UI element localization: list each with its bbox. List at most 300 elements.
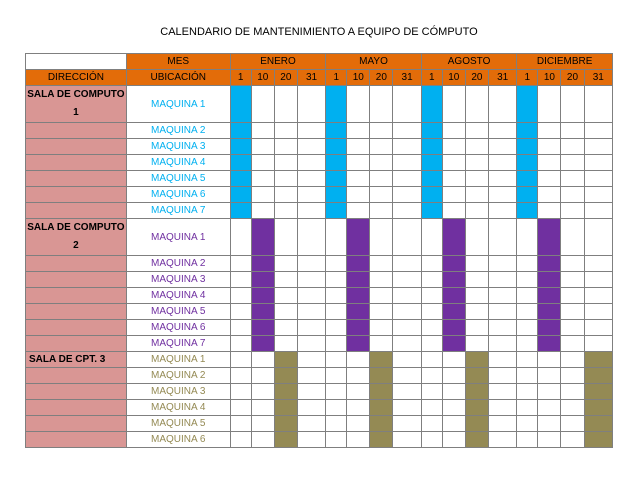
schedule-cell [297, 203, 325, 219]
schedule-cell [561, 352, 584, 368]
maintenance-mark [442, 219, 465, 256]
direccion-cell [26, 187, 127, 203]
day-header-1: 1 [517, 70, 538, 86]
machine-name: MAQUINA 4 [126, 155, 230, 171]
schedule-cell [251, 432, 274, 448]
schedule-cell [442, 155, 465, 171]
schedule-cell [297, 384, 325, 400]
schedule-cell [561, 272, 584, 288]
machine-name: MAQUINA 2 [126, 256, 230, 272]
schedule-cell [230, 352, 251, 368]
schedule-cell [297, 219, 325, 256]
day-header-1: 1 [421, 70, 442, 86]
maintenance-mark [230, 187, 251, 203]
schedule-cell [538, 86, 561, 123]
schedule-cell [465, 256, 488, 272]
schedule-cell [584, 256, 612, 272]
day-header-31: 31 [584, 70, 612, 86]
schedule-cell [465, 219, 488, 256]
schedule-cell [297, 155, 325, 171]
schedule-cell [230, 320, 251, 336]
schedule-cell [421, 336, 442, 352]
machine-name: MAQUINA 1 [126, 86, 230, 123]
schedule-cell [297, 288, 325, 304]
maintenance-mark [251, 336, 274, 352]
machine-name: MAQUINA 2 [126, 368, 230, 384]
day-header-1: 1 [230, 70, 251, 86]
schedule-cell [517, 416, 538, 432]
day-header-10: 10 [538, 70, 561, 86]
schedule-cell [442, 368, 465, 384]
schedule-cell [326, 320, 347, 336]
machine-name: MAQUINA 2 [126, 123, 230, 139]
header-blank-cell [26, 54, 127, 70]
schedule-cell [393, 416, 421, 432]
maintenance-mark [251, 320, 274, 336]
schedule-cell [538, 432, 561, 448]
maintenance-mark [517, 86, 538, 123]
schedule-cell [488, 219, 516, 256]
table-row [26, 139, 613, 155]
schedule-cell [561, 400, 584, 416]
schedule-cell [465, 171, 488, 187]
maintenance-mark [421, 123, 442, 139]
maintenance-mark [465, 368, 488, 384]
maintenance-mark [584, 416, 612, 432]
schedule-cell [421, 352, 442, 368]
direccion-cell [26, 288, 127, 304]
table-row [26, 86, 613, 123]
direccion-cell [26, 320, 127, 336]
table-row [26, 432, 613, 448]
schedule-cell [561, 171, 584, 187]
month-header-diciembre: DICIEMBRE [517, 54, 613, 70]
schedule-cell [297, 336, 325, 352]
maintenance-mark [517, 187, 538, 203]
schedule-cell [297, 304, 325, 320]
header-row-days [26, 70, 613, 86]
maintenance-mark [326, 86, 347, 123]
schedule-cell [538, 368, 561, 384]
schedule-cell [370, 336, 393, 352]
schedule-cell [421, 432, 442, 448]
schedule-cell [421, 368, 442, 384]
schedule-cell [488, 336, 516, 352]
schedule-cell [517, 352, 538, 368]
schedule-cell [326, 304, 347, 320]
schedule-cell [274, 304, 297, 320]
maintenance-mark [465, 416, 488, 432]
schedule-cell [251, 86, 274, 123]
schedule-cell [488, 368, 516, 384]
schedule-cell [584, 155, 612, 171]
schedule-cell [251, 352, 274, 368]
schedule-cell [297, 139, 325, 155]
maintenance-mark [538, 304, 561, 320]
machine-name: MAQUINA 6 [126, 432, 230, 448]
schedule-cell [442, 187, 465, 203]
schedule-cell [488, 432, 516, 448]
maintenance-mark [274, 400, 297, 416]
direccion-cell [26, 123, 127, 139]
schedule-cell [488, 155, 516, 171]
maintenance-mark [274, 352, 297, 368]
schedule-cell [370, 171, 393, 187]
schedule-cell [274, 272, 297, 288]
schedule-cell [326, 288, 347, 304]
schedule-cell [465, 203, 488, 219]
schedule-cell [517, 384, 538, 400]
maintenance-mark [347, 256, 370, 272]
schedule-cell [393, 400, 421, 416]
schedule-cell [251, 368, 274, 384]
schedule-cell [393, 203, 421, 219]
maintenance-mark [274, 432, 297, 448]
schedule-cell [393, 288, 421, 304]
direccion-label: DIRECCIÓN [26, 70, 127, 86]
schedule-cell [584, 123, 612, 139]
schedule-cell [442, 123, 465, 139]
schedule-cell [274, 86, 297, 123]
maintenance-mark [442, 288, 465, 304]
maintenance-mark [326, 155, 347, 171]
schedule-cell [561, 288, 584, 304]
schedule-cell [465, 304, 488, 320]
schedule-cell [347, 203, 370, 219]
machine-name: MAQUINA 3 [126, 272, 230, 288]
maintenance-mark [230, 171, 251, 187]
day-header-20: 20 [370, 70, 393, 86]
schedule-cell [347, 187, 370, 203]
schedule-cell [421, 320, 442, 336]
schedule-cell [488, 256, 516, 272]
schedule-cell [393, 123, 421, 139]
schedule-cell [488, 171, 516, 187]
schedule-cell [488, 400, 516, 416]
direccion-cell [26, 203, 127, 219]
maintenance-mark [370, 368, 393, 384]
schedule-cell [442, 171, 465, 187]
table-row [26, 320, 613, 336]
maintenance-mark [517, 203, 538, 219]
maintenance-mark [274, 368, 297, 384]
machine-name: MAQUINA 6 [126, 187, 230, 203]
schedule-cell [274, 320, 297, 336]
maintenance-mark [584, 384, 612, 400]
schedule-cell [465, 336, 488, 352]
maintenance-mark [370, 416, 393, 432]
schedule-cell [488, 187, 516, 203]
schedule-cell [561, 219, 584, 256]
maintenance-mark [442, 336, 465, 352]
table-row [26, 384, 613, 400]
schedule-cell [297, 432, 325, 448]
schedule-cell [251, 155, 274, 171]
schedule-cell [561, 432, 584, 448]
direccion-cell [26, 139, 127, 155]
schedule-cell [465, 155, 488, 171]
schedule-cell [326, 368, 347, 384]
machine-name: MAQUINA 1 [126, 352, 230, 368]
table-row [26, 155, 613, 171]
maintenance-mark [538, 256, 561, 272]
table-row [26, 288, 613, 304]
schedule-cell [251, 171, 274, 187]
schedule-cell [370, 219, 393, 256]
machine-name: MAQUINA 7 [126, 203, 230, 219]
schedule-cell [230, 219, 251, 256]
direccion-cell: SALA DE COMPUTO 2 [26, 219, 127, 256]
schedule-cell [465, 320, 488, 336]
schedule-cell [584, 86, 612, 123]
direccion-cell [26, 384, 127, 400]
schedule-cell [347, 432, 370, 448]
schedule-cell [393, 304, 421, 320]
maintenance-mark [370, 400, 393, 416]
mes-label: MES [126, 54, 230, 70]
direccion-cell: SALA DE COMPUTO 1 [26, 86, 127, 123]
schedule-cell [393, 139, 421, 155]
day-header-20: 20 [561, 70, 584, 86]
schedule-cell [517, 304, 538, 320]
schedule-cell [517, 336, 538, 352]
schedule-cell [465, 139, 488, 155]
schedule-cell [347, 416, 370, 432]
schedule-cell [274, 155, 297, 171]
schedule-cell [561, 304, 584, 320]
machine-name: MAQUINA 7 [126, 336, 230, 352]
schedule-cell [251, 123, 274, 139]
schedule-cell [370, 256, 393, 272]
maintenance-mark [326, 171, 347, 187]
schedule-cell [230, 432, 251, 448]
schedule-cell [347, 123, 370, 139]
schedule-cell [488, 416, 516, 432]
schedule-cell [393, 384, 421, 400]
schedule-cell [561, 203, 584, 219]
schedule-cell [326, 400, 347, 416]
maintenance-mark [251, 256, 274, 272]
direccion-cell [26, 336, 127, 352]
schedule-cell [421, 400, 442, 416]
schedule-cell [538, 400, 561, 416]
schedule-cell [297, 123, 325, 139]
schedule-cell [584, 219, 612, 256]
maintenance-mark [421, 203, 442, 219]
schedule-cell [274, 187, 297, 203]
table-row [26, 123, 613, 139]
schedule-cell [584, 139, 612, 155]
maintenance-mark [347, 336, 370, 352]
page-title: CALENDARIO DE MANTENIMIENTO A EQUIPO DE CÓMPUTO [160, 26, 478, 38]
schedule-cell [297, 400, 325, 416]
schedule-cell [370, 155, 393, 171]
table-row [26, 336, 613, 352]
machine-name: MAQUINA 3 [126, 139, 230, 155]
schedule-cell [347, 155, 370, 171]
schedule-cell [326, 416, 347, 432]
schedule-cell [584, 288, 612, 304]
maintenance-mark [584, 432, 612, 448]
schedule-cell [561, 155, 584, 171]
machine-name: MAQUINA 4 [126, 288, 230, 304]
schedule-cell [251, 384, 274, 400]
schedule-cell [230, 400, 251, 416]
schedule-cell [421, 416, 442, 432]
month-header-mayo: MAYO [326, 54, 422, 70]
schedule-cell [370, 320, 393, 336]
machine-name: MAQUINA 4 [126, 400, 230, 416]
schedule-cell [442, 416, 465, 432]
schedule-cell [561, 187, 584, 203]
schedule-cell [538, 187, 561, 203]
maintenance-mark [230, 139, 251, 155]
schedule-cell [517, 432, 538, 448]
maintenance-mark [442, 320, 465, 336]
schedule-cell [442, 352, 465, 368]
maintenance-mark [370, 352, 393, 368]
maintenance-mark [421, 187, 442, 203]
maintenance-mark [465, 384, 488, 400]
maintenance-mark [370, 432, 393, 448]
maintenance-mark [251, 272, 274, 288]
maintenance-mark [347, 320, 370, 336]
schedule-cell [517, 256, 538, 272]
schedule-cell [251, 400, 274, 416]
maintenance-mark [347, 219, 370, 256]
direccion-cell [26, 272, 127, 288]
schedule-cell [393, 368, 421, 384]
schedule-cell [274, 171, 297, 187]
direccion-cell [26, 304, 127, 320]
maintenance-mark [326, 203, 347, 219]
schedule-cell [347, 368, 370, 384]
schedule-cell [538, 384, 561, 400]
schedule-cell [393, 171, 421, 187]
schedule-cell [393, 352, 421, 368]
maintenance-mark [421, 139, 442, 155]
schedule-cell [251, 416, 274, 432]
schedule-cell [347, 384, 370, 400]
maintenance-mark [251, 304, 274, 320]
schedule-cell [517, 368, 538, 384]
schedule-cell [370, 187, 393, 203]
day-header-31: 31 [297, 70, 325, 86]
schedule-cell [297, 320, 325, 336]
schedule-cell [465, 288, 488, 304]
schedule-cell [517, 320, 538, 336]
schedule-cell [442, 139, 465, 155]
direccion-cell [26, 400, 127, 416]
schedule-cell [297, 86, 325, 123]
schedule-cell [442, 384, 465, 400]
schedule-cell [370, 123, 393, 139]
schedule-cell [326, 336, 347, 352]
schedule-cell [274, 203, 297, 219]
maintenance-mark [538, 219, 561, 256]
schedule-cell [297, 272, 325, 288]
schedule-cell [584, 320, 612, 336]
maintenance-mark [347, 288, 370, 304]
direccion-cell: SALA DE CPT. 3 [26, 352, 127, 368]
schedule-cell [274, 288, 297, 304]
schedule-cell [230, 384, 251, 400]
machine-name: MAQUINA 5 [126, 304, 230, 320]
day-header-10: 10 [442, 70, 465, 86]
schedule-cell [517, 272, 538, 288]
schedule-cell [274, 123, 297, 139]
schedule-cell [326, 219, 347, 256]
schedule-cell [421, 272, 442, 288]
schedule-cell [230, 304, 251, 320]
direccion-cell [26, 155, 127, 171]
maintenance-mark [274, 416, 297, 432]
schedule-cell [347, 352, 370, 368]
maintenance-mark [274, 384, 297, 400]
maintenance-mark [584, 352, 612, 368]
schedule-cell [538, 416, 561, 432]
schedule-cell [393, 86, 421, 123]
schedule-cell [393, 320, 421, 336]
schedule-cell [230, 256, 251, 272]
schedule-cell [488, 320, 516, 336]
schedule-cell [584, 304, 612, 320]
schedule-cell [347, 171, 370, 187]
schedule-cell [347, 400, 370, 416]
table-row [26, 416, 613, 432]
direccion-cell [26, 416, 127, 432]
schedule-cell [326, 352, 347, 368]
schedule-cell [538, 139, 561, 155]
schedule-cell [421, 384, 442, 400]
schedule-cell [561, 368, 584, 384]
schedule-cell [297, 368, 325, 384]
month-header-agosto: AGOSTO [421, 54, 517, 70]
maintenance-mark [465, 400, 488, 416]
machine-name: MAQUINA 5 [126, 416, 230, 432]
schedule-cell [326, 384, 347, 400]
maintenance-mark [251, 288, 274, 304]
schedule-cell [561, 86, 584, 123]
maintenance-mark [442, 304, 465, 320]
schedule-cell [538, 203, 561, 219]
table-row [26, 400, 613, 416]
direccion-cell [26, 368, 127, 384]
maintenance-mark [421, 155, 442, 171]
schedule-cell [297, 187, 325, 203]
maintenance-mark [517, 155, 538, 171]
schedule-cell [584, 336, 612, 352]
maintenance-mark [538, 272, 561, 288]
machine-name: MAQUINA 3 [126, 384, 230, 400]
schedule-cell [370, 304, 393, 320]
schedule-cell [274, 139, 297, 155]
schedule-cell [393, 272, 421, 288]
schedule-cell [488, 272, 516, 288]
schedule-cell [230, 336, 251, 352]
schedule-cell [421, 288, 442, 304]
schedule-cell [538, 123, 561, 139]
schedule-cell [421, 304, 442, 320]
schedule-cell [393, 155, 421, 171]
maintenance-mark [347, 304, 370, 320]
table-row [26, 203, 613, 219]
schedule-cell [561, 256, 584, 272]
maintenance-mark [326, 187, 347, 203]
schedule-cell [326, 432, 347, 448]
day-header-10: 10 [347, 70, 370, 86]
machine-name: MAQUINA 5 [126, 171, 230, 187]
